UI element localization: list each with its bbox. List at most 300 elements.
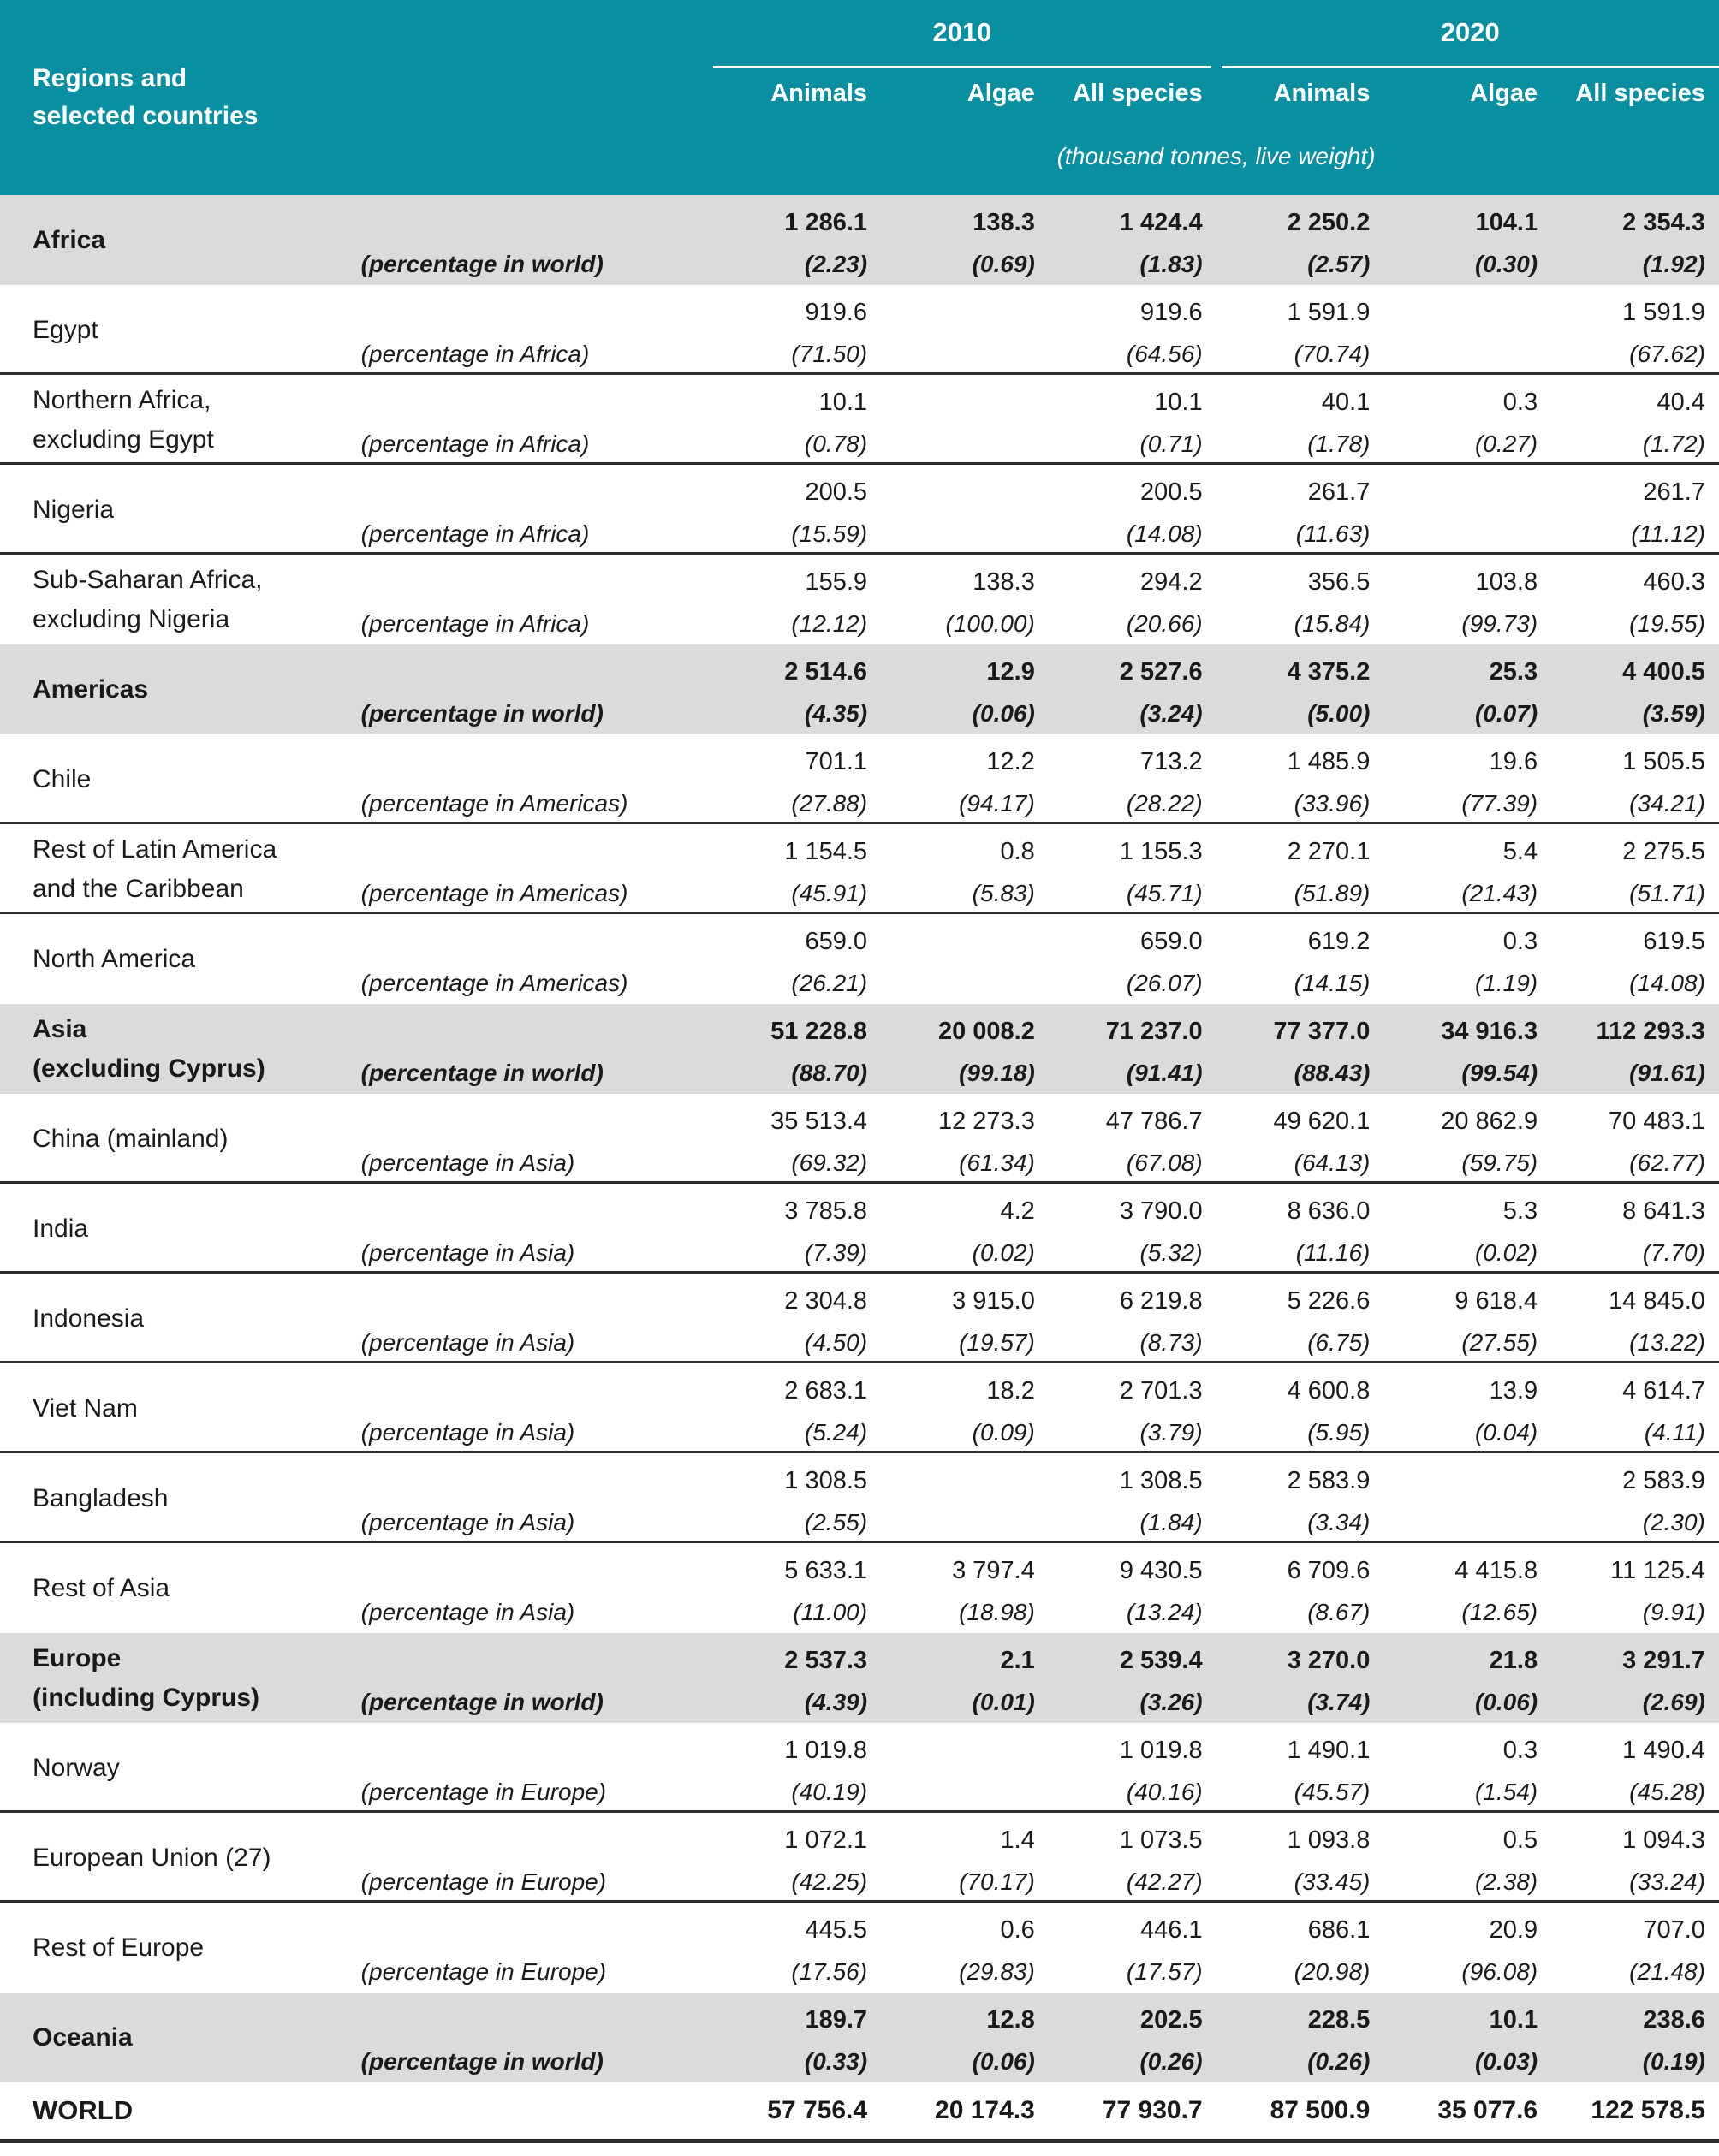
value-algae-2010: 1.4 <box>1000 1826 1035 1854</box>
world-allspecies-2020: 122 578.5 <box>1591 2096 1705 2124</box>
pct-algae-2020: (77.39) <box>1461 790 1538 817</box>
value-algae-2010: 0.6 <box>1000 1916 1035 1944</box>
value-allspecies-2010: 9 430.5 <box>1119 1557 1203 1584</box>
row-label-line: Nigeria <box>33 495 115 524</box>
pct-algae-2020: (0.04) <box>1474 1419 1538 1446</box>
value-algae-2020: 13.9 <box>1489 1377 1538 1405</box>
row-percentage-label: (percentage in world) <box>360 1689 604 1715</box>
row-label-line: Rest of Europe <box>33 1933 205 1962</box>
pct-allspecies-2020: (14.08) <box>1629 970 1705 996</box>
value-animals-2010: 1 019.8 <box>784 1737 868 1764</box>
pct-algae-2020: (0.07) <box>1474 700 1538 727</box>
world-algae-2010: 20 174.3 <box>935 2096 1035 2124</box>
value-allspecies-2020: 4 614.7 <box>1622 1377 1705 1405</box>
row-label-line: Northern Africa, <box>33 385 211 414</box>
value-animals-2020: 1 093.8 <box>1287 1826 1371 1854</box>
value-allspecies-2020: 40.4 <box>1657 389 1705 416</box>
row-percentage-label: (percentage in Asia) <box>360 1149 575 1176</box>
pct-algae-2010: (100.00) <box>945 610 1035 637</box>
row-percentage-label: (percentage in Africa) <box>360 520 590 547</box>
pct-animals-2020: (51.89) <box>1294 880 1371 906</box>
value-allspecies-2010: 713.2 <box>1140 748 1203 775</box>
value-algae-2020: 0.3 <box>1502 1737 1538 1764</box>
pct-animals-2010: (0.78) <box>804 431 868 457</box>
column-header-algae-2010: Algae <box>967 79 1035 107</box>
pct-allspecies-2020: (2.30) <box>1642 1509 1705 1535</box>
value-animals-2020: 2 583.9 <box>1287 1467 1371 1494</box>
row-label-line: Europe <box>33 1643 122 1672</box>
pct-animals-2010: (2.23) <box>804 251 868 277</box>
pct-animals-2010: (69.32) <box>791 1149 868 1176</box>
value-algae-2020: 19.6 <box>1489 748 1538 775</box>
value-animals-2020: 49 620.1 <box>1273 1108 1371 1135</box>
pct-animals-2020: (15.84) <box>1294 610 1371 637</box>
value-animals-2010: 919.6 <box>805 299 868 326</box>
value-animals-2020: 1 490.1 <box>1287 1737 1371 1764</box>
value-algae-2010: 12.9 <box>986 658 1035 686</box>
value-animals-2020: 1 591.9 <box>1287 299 1371 326</box>
row-percentage-label: (percentage in Africa) <box>360 341 590 367</box>
value-animals-2020: 5 226.6 <box>1287 1287 1371 1315</box>
value-allspecies-2020: 2 583.9 <box>1622 1467 1705 1494</box>
pct-allspecies-2010: (1.84) <box>1139 1509 1203 1535</box>
row-percentage-label: (percentage in world) <box>360 251 604 277</box>
value-allspecies-2010: 1 019.8 <box>1119 1737 1203 1764</box>
pct-allspecies-2020: (2.69) <box>1642 1689 1705 1715</box>
country-row <box>0 1453 1719 1543</box>
row-percentage-label: (percentage in Asia) <box>360 1419 575 1446</box>
table-header <box>0 0 1719 195</box>
row-label-line: Africa <box>33 225 106 254</box>
pct-animals-2020: (88.43) <box>1294 1060 1371 1086</box>
pct-algae-2010: (19.57) <box>959 1329 1035 1356</box>
pct-animals-2010: (4.50) <box>804 1329 868 1356</box>
pct-allspecies-2010: (0.71) <box>1139 431 1203 457</box>
pct-allspecies-2010: (8.73) <box>1139 1329 1203 1356</box>
pct-allspecies-2020: (62.77) <box>1629 1149 1705 1176</box>
pct-animals-2010: (27.88) <box>791 790 868 817</box>
pct-algae-2020: (0.27) <box>1474 431 1538 457</box>
value-allspecies-2010: 446.1 <box>1140 1916 1203 1944</box>
value-allspecies-2010: 47 786.7 <box>1105 1108 1203 1135</box>
value-algae-2020: 34 916.3 <box>1441 1018 1538 1045</box>
country-row <box>0 914 1719 1004</box>
value-allspecies-2020: 70 483.1 <box>1609 1108 1705 1135</box>
pct-allspecies-2010: (0.26) <box>1139 2048 1203 2075</box>
country-row <box>0 734 1719 824</box>
value-algae-2010 <box>881 507 1049 514</box>
country-row <box>0 1543 1719 1633</box>
region-row <box>0 1633 1719 1723</box>
pct-animals-2020: (2.57) <box>1307 251 1371 277</box>
value-animals-2010: 445.5 <box>805 1916 868 1944</box>
row-label-line: Egypt <box>33 315 98 344</box>
row-label <box>0 1120 361 1159</box>
country-row <box>0 555 1719 644</box>
value-allspecies-2010: 200.5 <box>1140 478 1203 506</box>
value-algae-2020: 0.5 <box>1502 1826 1538 1854</box>
pct-algae-2010: (0.06) <box>972 700 1035 727</box>
value-animals-2010: 1 308.5 <box>784 1467 868 1494</box>
pct-animals-2020: (11.63) <box>1295 520 1371 547</box>
country-row <box>0 465 1719 555</box>
row-label <box>0 1209 361 1249</box>
row-label <box>0 1479 361 1518</box>
world-animals-2020: 87 500.9 <box>1270 2096 1371 2124</box>
pct-animals-2010: (7.39) <box>804 1239 868 1266</box>
value-allspecies-2010: 919.6 <box>1140 299 1203 326</box>
pct-allspecies-2010: (26.07) <box>1126 970 1203 996</box>
value-algae-2010 <box>881 1495 1049 1502</box>
value-allspecies-2020: 1 505.5 <box>1622 748 1705 775</box>
column-header-algae-2020: Algae <box>1470 79 1538 107</box>
value-allspecies-2010: 2 701.3 <box>1119 1377 1203 1405</box>
pct-allspecies-2010: (28.22) <box>1126 790 1203 817</box>
pct-allspecies-2010: (14.08) <box>1126 520 1203 547</box>
pct-allspecies-2020: (19.55) <box>1629 610 1705 637</box>
country-row <box>0 285 1719 375</box>
pct-algae-2020: (96.08) <box>1461 1958 1538 1985</box>
row-label <box>0 311 361 350</box>
row-label-line: excluding Nigeria <box>33 604 230 633</box>
value-algae-2010: 0.8 <box>1000 838 1035 865</box>
row-label <box>0 490 361 530</box>
country-row <box>0 1813 1719 1903</box>
country-row <box>0 1903 1719 1993</box>
value-allspecies-2020: 112 293.3 <box>1596 1018 1705 1045</box>
value-algae-2020: 5.4 <box>1502 838 1538 865</box>
value-animals-2010: 659.0 <box>805 928 868 955</box>
value-algae-2020: 4 415.8 <box>1454 1557 1538 1584</box>
pct-animals-2020: (64.13) <box>1294 1149 1371 1176</box>
value-algae-2010: 2.1 <box>1000 1647 1035 1674</box>
pct-allspecies-2010: (1.83) <box>1139 251 1203 277</box>
pct-algae-2010: (29.83) <box>959 1958 1035 1985</box>
pct-algae-2020: (21.43) <box>1461 880 1538 906</box>
value-allspecies-2020: 619.5 <box>1643 928 1705 955</box>
pct-allspecies-2020: (51.71) <box>1629 880 1705 906</box>
pct-allspecies-2020: (9.91) <box>1642 1599 1705 1625</box>
value-animals-2010: 1 286.1 <box>784 209 868 236</box>
value-animals-2010: 189.7 <box>805 2006 868 2034</box>
value-allspecies-2010: 1 073.5 <box>1119 1826 1203 1854</box>
value-algae-2010: 3 797.4 <box>952 1557 1035 1584</box>
pct-allspecies-2010: (3.26) <box>1139 1689 1203 1715</box>
year-group-2020: 2020 <box>1222 0 1719 68</box>
row-label <box>0 1389 361 1428</box>
pct-allspecies-2010: (45.71) <box>1126 880 1203 906</box>
value-algae-2010 <box>881 417 1049 424</box>
pct-animals-2010: (2.55) <box>804 1509 868 1535</box>
column-header-allspecies-2020: All species <box>1575 79 1705 107</box>
pct-animals-2020: (11.16) <box>1295 1239 1371 1266</box>
world-algae-2020: 35 077.6 <box>1437 2096 1538 2124</box>
row-label-line: Americas <box>33 674 149 704</box>
pct-animals-2010: (4.35) <box>804 700 868 727</box>
column-header-animals-2020: Animals <box>1273 79 1371 107</box>
row-label <box>0 940 361 979</box>
pct-animals-2020: (3.34) <box>1307 1509 1371 1535</box>
row-percentage-label: (percentage in Europe) <box>360 1958 607 1985</box>
pct-algae-2010: (0.01) <box>972 1689 1035 1715</box>
row-label-line: Norway <box>33 1753 120 1782</box>
row-label-line: Rest of Asia <box>33 1573 170 1602</box>
value-algae-2010 <box>881 1765 1049 1772</box>
pct-animals-2010: (42.25) <box>791 1868 868 1895</box>
value-algae-2020: 10.1 <box>1489 2006 1538 2034</box>
row-label <box>0 670 361 710</box>
value-animals-2010: 701.1 <box>805 748 868 775</box>
pct-animals-2010: (4.39) <box>804 1689 868 1715</box>
pct-animals-2020: (8.67) <box>1307 1599 1371 1625</box>
pct-algae-2010: (94.17) <box>959 790 1035 817</box>
pct-algae-2020: (0.06) <box>1474 1689 1538 1715</box>
value-animals-2020: 8 636.0 <box>1287 1197 1371 1225</box>
row-label <box>0 1639 361 1718</box>
row-percentage-label: (percentage in world) <box>360 1060 604 1086</box>
pct-animals-2020: (33.96) <box>1294 790 1371 817</box>
pct-animals-2010: (17.56) <box>791 1958 868 1985</box>
value-algae-2010: 20 008.2 <box>937 1018 1035 1045</box>
value-animals-2010: 2 514.6 <box>784 658 868 686</box>
value-allspecies-2020: 8 641.3 <box>1622 1197 1705 1225</box>
row-label <box>0 1569 361 1608</box>
pct-allspecies-2010: (40.16) <box>1126 1779 1203 1805</box>
pct-animals-2010: (15.59) <box>791 520 868 547</box>
pct-algae-2010: (99.18) <box>959 1060 1035 1086</box>
column-header-allspecies-2010: All species <box>1073 79 1203 107</box>
value-algae-2010 <box>881 956 1049 963</box>
pct-allspecies-2020: (34.21) <box>1629 790 1705 817</box>
column-header-animals-2010: Animals <box>770 79 868 107</box>
row-label <box>0 1928 361 1968</box>
pct-allspecies-2010: (3.79) <box>1139 1419 1203 1446</box>
value-algae-2010: 12.2 <box>986 748 1035 775</box>
pct-algae-2010: (0.09) <box>972 1419 1035 1446</box>
pct-allspecies-2020: (4.11) <box>1644 1419 1705 1446</box>
country-row <box>0 1094 1719 1184</box>
value-algae-2010: 18.2 <box>986 1377 1035 1405</box>
region-row <box>0 195 1719 285</box>
row-label-line: Chile <box>33 764 92 793</box>
value-allspecies-2020: 261.7 <box>1643 478 1705 506</box>
pct-allspecies-2010: (17.57) <box>1126 1958 1203 1985</box>
pct-allspecies-2010: (64.56) <box>1126 341 1203 367</box>
value-allspecies-2010: 1 424.4 <box>1119 209 1203 236</box>
pct-allspecies-2020: (21.48) <box>1629 1958 1705 1985</box>
pct-animals-2020: (3.74) <box>1307 1689 1371 1715</box>
row-label-line: Indonesia <box>33 1304 145 1333</box>
pct-allspecies-2020: (67.62) <box>1629 341 1705 367</box>
value-animals-2010: 10.1 <box>818 389 868 416</box>
country-row <box>0 824 1719 914</box>
value-animals-2010: 1 072.1 <box>784 1826 868 1854</box>
pct-algae-2010: (0.69) <box>972 251 1035 277</box>
value-algae-2020 <box>1383 327 1551 334</box>
value-allspecies-2020: 1 490.4 <box>1622 1737 1705 1764</box>
value-animals-2010: 1 154.5 <box>784 838 868 865</box>
value-animals-2020: 4 600.8 <box>1287 1377 1371 1405</box>
pct-animals-2020: (1.78) <box>1307 431 1371 457</box>
value-animals-2010: 200.5 <box>805 478 868 506</box>
pct-algae-2020: (0.30) <box>1474 251 1538 277</box>
value-allspecies-2010: 1 155.3 <box>1119 838 1203 865</box>
row-label-line: excluding Egypt <box>33 425 214 454</box>
value-allspecies-2020: 4 400.5 <box>1622 658 1705 686</box>
pct-algae-2020: (59.75) <box>1461 1149 1538 1176</box>
pct-allspecies-2020: (91.61) <box>1629 1060 1705 1086</box>
value-algae-2020: 21.8 <box>1489 1647 1538 1674</box>
pct-animals-2020: (5.95) <box>1307 1419 1371 1446</box>
country-row <box>0 375 1719 465</box>
pct-animals-2020: (5.00) <box>1307 700 1371 727</box>
table-body <box>0 195 1719 2082</box>
value-algae-2020: 20.9 <box>1489 1916 1538 1944</box>
value-algae-2020: 104.1 <box>1475 209 1538 236</box>
pct-algae-2020: (99.73) <box>1461 610 1538 637</box>
pct-allspecies-2020: (0.19) <box>1642 2048 1705 2075</box>
pct-algae-2020: (1.19) <box>1474 970 1538 996</box>
pct-allspecies-2020: (7.70) <box>1642 1239 1705 1266</box>
row-label <box>0 760 361 799</box>
value-allspecies-2020: 14 845.0 <box>1609 1287 1705 1315</box>
value-algae-2020: 0.3 <box>1502 928 1538 955</box>
value-animals-2020: 1 485.9 <box>1287 748 1371 775</box>
value-algae-2020: 9 618.4 <box>1454 1287 1538 1315</box>
pct-allspecies-2010: (5.32) <box>1139 1239 1203 1266</box>
row-axis-title-line1: Regions and <box>33 64 187 92</box>
value-animals-2020: 77 377.0 <box>1273 1018 1371 1045</box>
value-algae-2020: 25.3 <box>1489 658 1538 686</box>
value-algae-2010 <box>881 327 1049 334</box>
pct-animals-2010: (0.33) <box>804 2048 868 2075</box>
value-animals-2010: 2 683.1 <box>784 1377 868 1405</box>
row-label <box>0 1838 361 1878</box>
value-allspecies-2020: 460.3 <box>1643 568 1705 596</box>
value-algae-2020 <box>1383 1495 1551 1502</box>
row-percentage-label: (percentage in Europe) <box>360 1779 607 1805</box>
row-label-line: Sub-Saharan Africa, <box>33 565 263 594</box>
value-algae-2020 <box>1383 507 1551 514</box>
pct-allspecies-2020: (45.28) <box>1629 1779 1705 1805</box>
pct-animals-2020: (33.45) <box>1294 1868 1371 1895</box>
value-algae-2020: 20 862.9 <box>1441 1108 1538 1135</box>
country-row <box>0 1363 1719 1453</box>
pct-animals-2020: (0.26) <box>1307 2048 1371 2075</box>
value-allspecies-2020: 2 354.3 <box>1622 209 1705 236</box>
value-animals-2020: 619.2 <box>1307 928 1371 955</box>
value-allspecies-2020: 238.6 <box>1643 2006 1705 2034</box>
world-total-row <box>0 2082 1719 2143</box>
world-row-label: WORLD <box>33 2095 134 2125</box>
pct-algae-2020: (99.54) <box>1461 1060 1538 1086</box>
pct-animals-2010: (71.50) <box>791 341 868 367</box>
row-label-line: Asia <box>33 1014 87 1043</box>
pct-animals-2020: (45.57) <box>1294 1779 1371 1805</box>
pct-animals-2020: (6.75) <box>1307 1329 1371 1356</box>
pct-animals-2010: (26.21) <box>791 970 868 996</box>
row-axis-title <box>0 60 713 135</box>
value-algae-2020: 0.3 <box>1502 389 1538 416</box>
row-percentage-label: (percentage in Americas) <box>360 790 628 817</box>
pct-algae-2010: (0.02) <box>972 1239 1035 1266</box>
pct-allspecies-2010: (91.41) <box>1126 1060 1203 1086</box>
pct-animals-2010: (40.19) <box>791 1779 868 1805</box>
row-label-line: Oceania <box>33 2022 133 2052</box>
pct-animals-2010: (45.91) <box>791 880 868 906</box>
value-allspecies-2020: 1 591.9 <box>1622 299 1705 326</box>
value-animals-2020: 6 709.6 <box>1287 1557 1371 1584</box>
value-allspecies-2010: 3 790.0 <box>1119 1197 1203 1225</box>
pct-allspecies-2020: (3.59) <box>1642 700 1705 727</box>
pct-allspecies-2020: (13.22) <box>1629 1329 1705 1356</box>
value-allspecies-2010: 1 308.5 <box>1119 1467 1203 1494</box>
region-row <box>0 644 1719 734</box>
value-allspecies-2010: 71 237.0 <box>1105 1018 1203 1045</box>
row-label-line: and the Caribbean <box>33 874 244 903</box>
row-label <box>0 830 361 909</box>
value-allspecies-2020: 1 094.3 <box>1622 1826 1705 1854</box>
country-row <box>0 1723 1719 1813</box>
pct-animals-2020: (20.98) <box>1294 1958 1371 1985</box>
value-animals-2020: 686.1 <box>1307 1916 1371 1944</box>
region-row <box>0 1004 1719 1094</box>
value-animals-2020: 228.5 <box>1307 2006 1371 2034</box>
world-animals-2010: 57 756.4 <box>767 2096 868 2124</box>
pct-allspecies-2020: (1.72) <box>1642 431 1705 457</box>
value-algae-2010: 12.8 <box>986 2006 1035 2034</box>
row-label-line: India <box>33 1214 89 1243</box>
pct-algae-2010: (70.17) <box>959 1868 1035 1895</box>
value-algae-2010: 3 915.0 <box>952 1287 1035 1315</box>
value-algae-2010: 138.3 <box>973 568 1035 596</box>
pct-allspecies-2010: (13.24) <box>1126 1599 1203 1625</box>
value-algae-2010: 4.2 <box>1000 1197 1035 1225</box>
pct-allspecies-2020: (11.12) <box>1631 520 1705 547</box>
row-percentage-label: (percentage in Europe) <box>360 1868 607 1895</box>
value-allspecies-2020: 707.0 <box>1643 1916 1705 1944</box>
value-allspecies-2010: 2 539.4 <box>1119 1647 1203 1674</box>
row-label-line: China (mainland) <box>33 1124 229 1153</box>
pct-algae-2010: (18.98) <box>959 1599 1035 1625</box>
country-row <box>0 1184 1719 1274</box>
value-algae-2010: 12 273.3 <box>937 1108 1035 1135</box>
value-animals-2020: 261.7 <box>1307 478 1371 506</box>
value-allspecies-2010: 6 219.8 <box>1119 1287 1203 1315</box>
pct-algae-2020: (12.65) <box>1461 1599 1538 1625</box>
value-allspecies-2010: 659.0 <box>1140 928 1203 955</box>
value-animals-2020: 3 270.0 <box>1287 1647 1371 1674</box>
unit-note: (thousand tonnes, live weight) <box>1056 143 1376 169</box>
value-animals-2010: 155.9 <box>805 568 868 596</box>
row-label-line: (excluding Cyprus) <box>33 1054 265 1083</box>
value-allspecies-2010: 2 527.6 <box>1119 658 1203 686</box>
pct-allspecies-2010: (20.66) <box>1126 610 1203 637</box>
value-animals-2010: 5 633.1 <box>784 1557 868 1584</box>
pct-algae-2010: (61.34) <box>959 1149 1035 1176</box>
row-percentage-label: (percentage in Asia) <box>360 1329 575 1356</box>
row-label-line: Viet Nam <box>33 1393 138 1422</box>
row-label-line: North America <box>33 944 196 973</box>
pct-animals-2010: (88.70) <box>791 1060 868 1086</box>
row-percentage-label: (percentage in Africa) <box>360 610 590 637</box>
row-percentage-label: (percentage in Asia) <box>360 1509 575 1535</box>
row-percentage-label: (percentage in world) <box>360 2048 604 2075</box>
row-percentage-label: (percentage in Africa) <box>360 431 590 457</box>
value-allspecies-2010: 294.2 <box>1140 568 1203 596</box>
value-animals-2010: 2 304.8 <box>784 1287 868 1315</box>
pct-animals-2010: (5.24) <box>804 1419 868 1446</box>
